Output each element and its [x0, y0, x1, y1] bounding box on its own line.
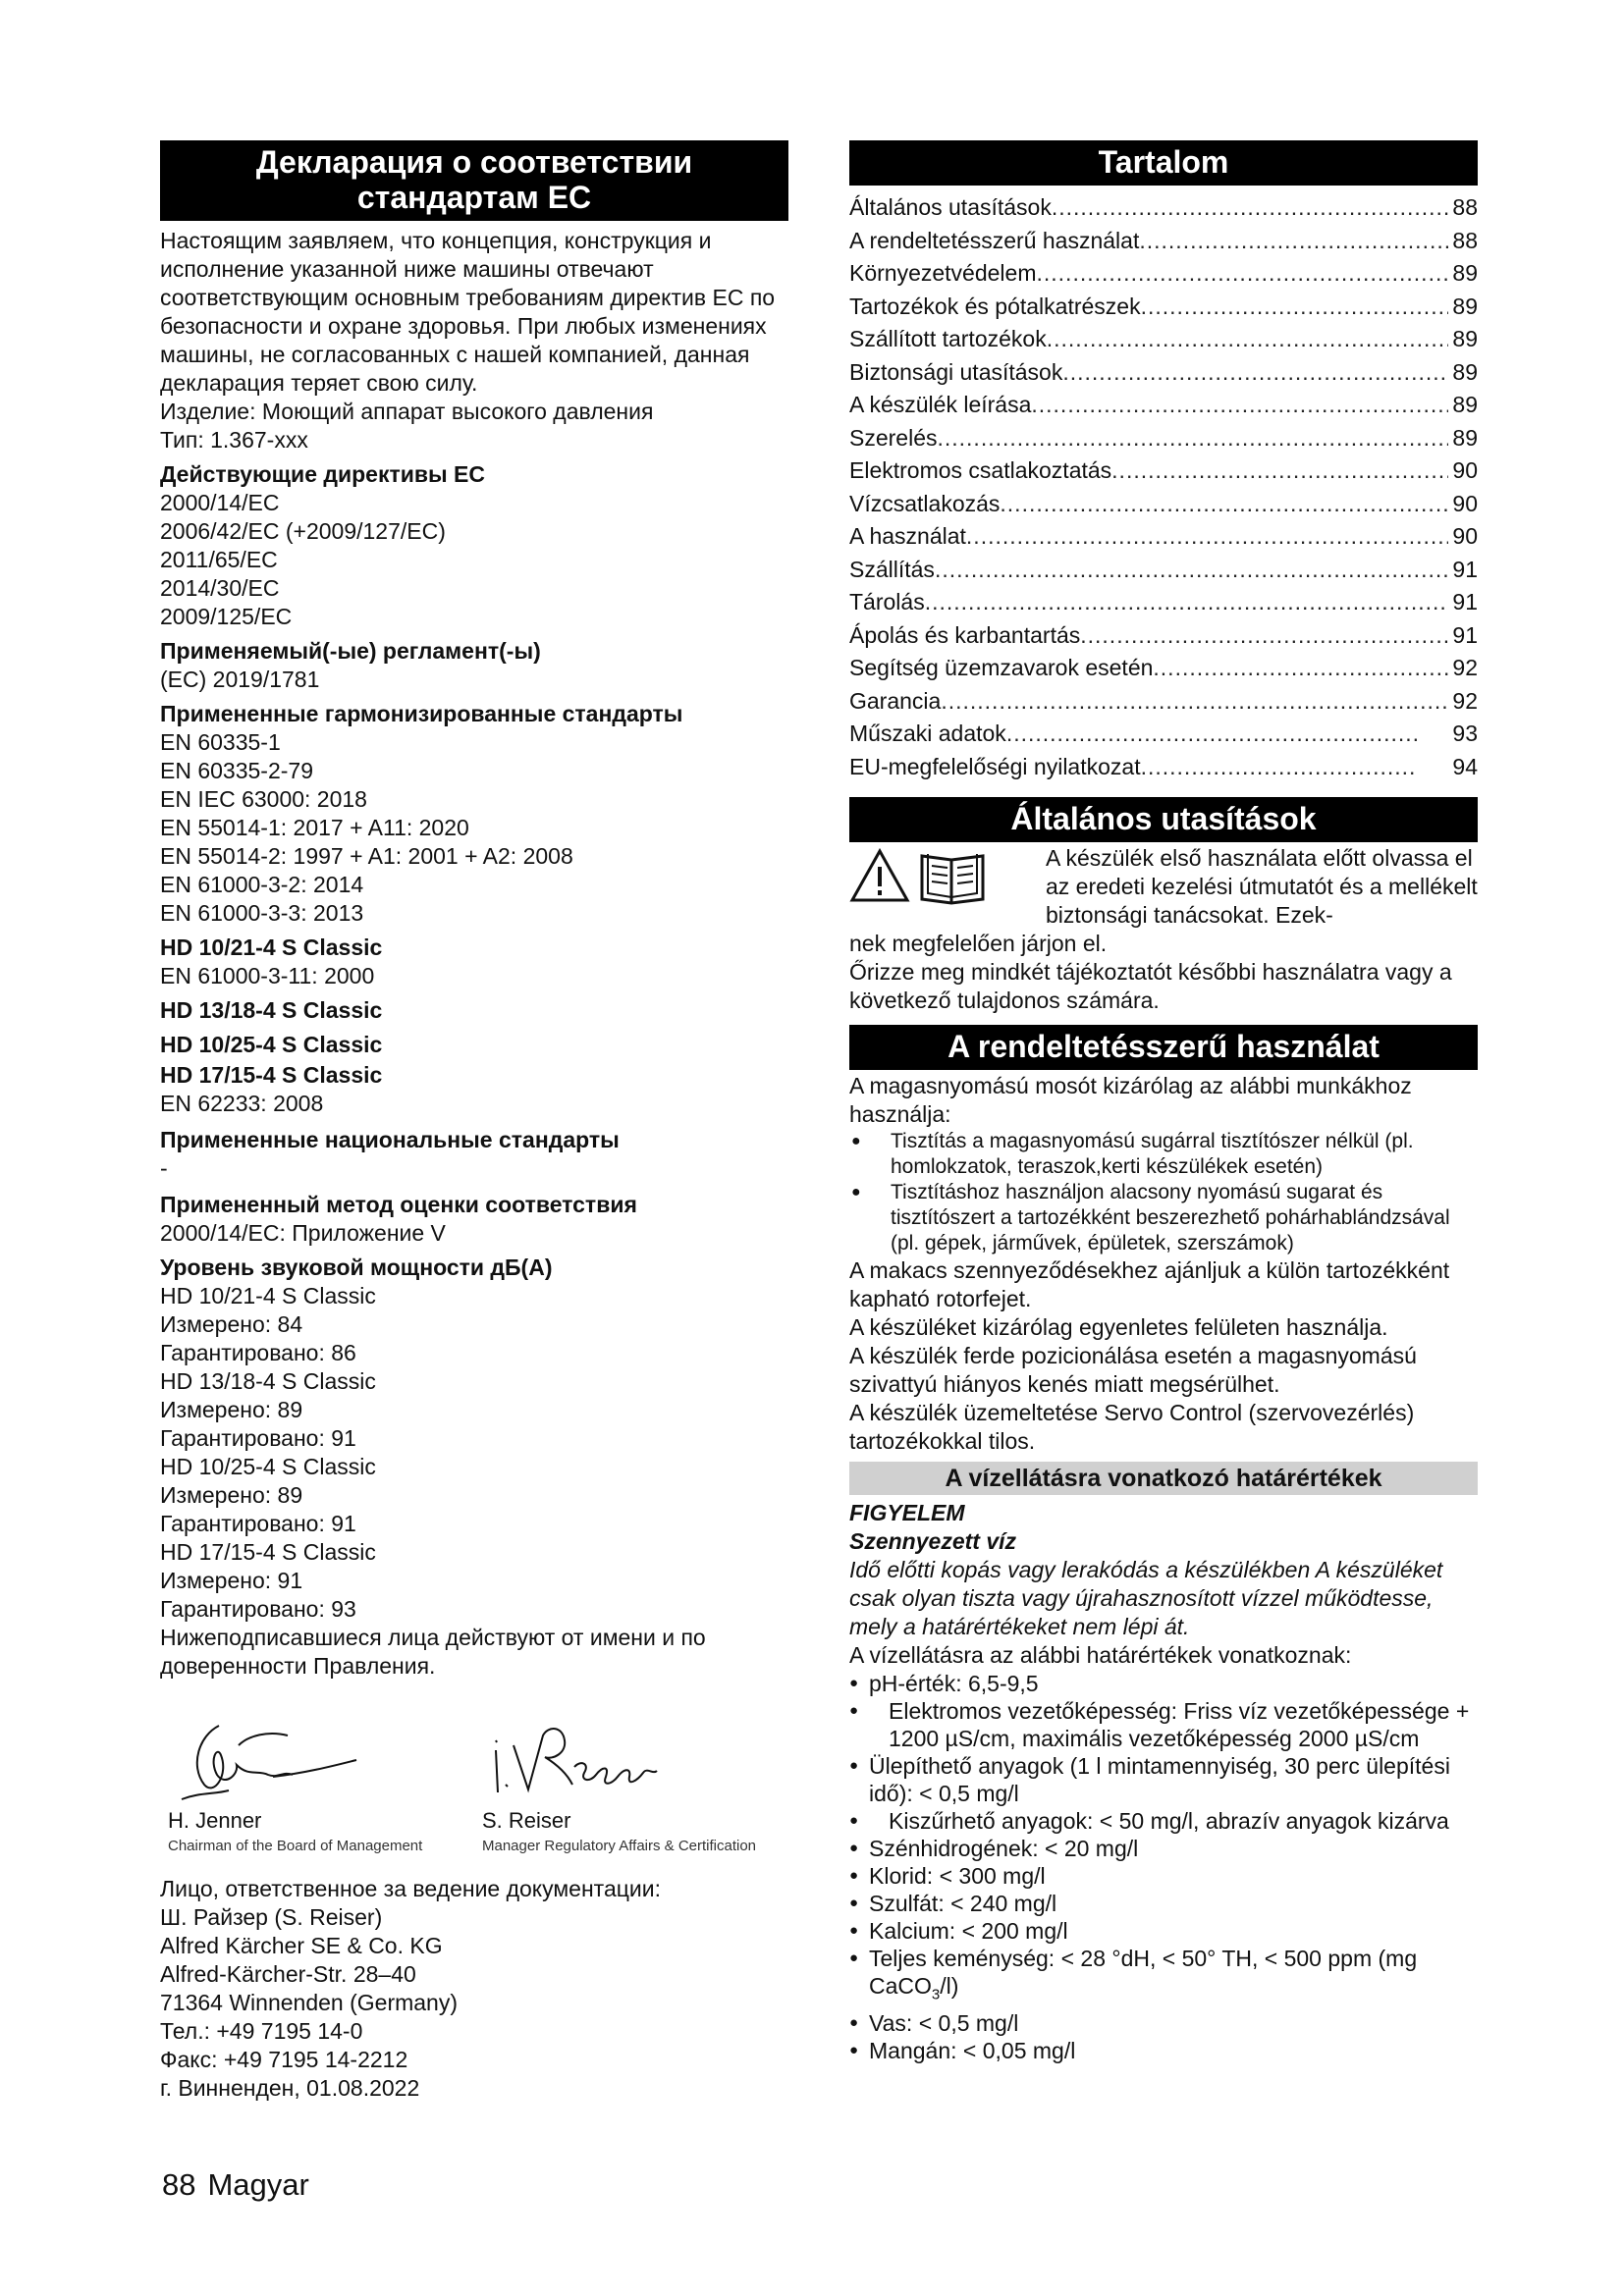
directives-heading: Действующие директивы ЕС	[160, 461, 485, 487]
hardness-end: /l)	[940, 1973, 959, 1999]
signature-jenner-scribble	[160, 1706, 376, 1814]
toc-label: Segítség üzemzavarok esetén	[849, 655, 1154, 680]
standards-heading: Примененные гармонизированные стандарты	[160, 701, 683, 726]
toc-entry[interactable]	[849, 191, 1478, 225]
hardness-text: Teljes keménység: < 28 °dH, < 50° TH, < 500 ppm (mg CaCO	[869, 1946, 1418, 1999]
water-limits-title: A vízellátásra vonatkozó határértékek	[849, 1462, 1478, 1495]
sound-line: Измерено: 91	[160, 1568, 303, 1593]
list-item: ● Mangán: < 0,05 mg/l	[849, 2037, 1478, 2064]
toc-page: 90	[1452, 457, 1478, 483]
sound-line: Измерено: 89	[160, 1482, 303, 1508]
warning-icons	[849, 844, 1046, 930]
standard-item: EN 55014-1: 2017 + A11: 2020	[160, 815, 469, 840]
directive-item: 2006/42/EC (+2009/127/EC)	[160, 518, 446, 544]
toc-label: Vízcsatlakozás	[849, 490, 1001, 516]
standard-item: EN 60335-1	[160, 729, 281, 755]
general-warning	[849, 844, 1478, 930]
general-paragraph: Őrizze meg mindkét tájékoztatót későbbi használatra vagy a következő tulajdonos számára.	[849, 959, 1452, 1013]
notice-subtitle: Szennyezett víz	[849, 1528, 1016, 1554]
standard-item: EN 61000-3-2: 2014	[160, 872, 364, 897]
directive-item: 2011/65/EC	[160, 547, 278, 572]
model-standard: EN 62233: 2008	[160, 1091, 324, 1116]
contact-line: Alfred Kärcher SE & Co. KG	[160, 1933, 443, 1958]
list-item	[849, 1945, 1478, 2009]
toc-label: A rendeltetésszerű használat	[849, 227, 1140, 253]
sound-line: Гарантировано: 91	[160, 1425, 356, 1451]
signatories-note: Нижеподписавшиеся лица действуют от имени и по доверенности Правления.	[160, 1625, 706, 1679]
list-item: ● Kalcium: < 200 mg/l	[849, 1917, 1478, 1945]
toc-label: Szerelés	[849, 424, 938, 451]
signatures	[160, 1706, 788, 1863]
standard-item: EN 55014-2: 1997 + A1: 2001 + A2: 2008	[160, 843, 573, 869]
sound-line: HD 17/15-4 S Classic	[160, 1539, 376, 1565]
toc-page: 88	[1452, 194, 1478, 220]
limits-intro: A vízellátásra az alábbi határértékek vonatkoznak:	[849, 1642, 1352, 1668]
standard-item: EN 60335-2-79	[160, 758, 313, 783]
toc-page: 91	[1452, 556, 1478, 582]
toc-entry[interactable]	[849, 554, 1478, 587]
toc-page: 89	[1452, 358, 1478, 385]
contact-line: Лицо, ответственное за ведение документации:	[160, 1876, 661, 1901]
toc-label: Tartozékok és pótalkatrészek	[849, 293, 1141, 319]
water-limits-list	[849, 1670, 1478, 2064]
toc-label: Szállítás	[849, 556, 935, 582]
right-column	[849, 140, 1478, 2064]
toc-label: A használat	[849, 523, 966, 549]
sound-heading: Уровень звуковой мощности дБ(A)	[160, 1255, 553, 1280]
toc-entry[interactable]	[849, 685, 1478, 719]
list-item: ● Vas: < 0,5 mg/l	[849, 2009, 1478, 2037]
toc-entry[interactable]	[849, 257, 1478, 291]
sound-line: Гарантировано: 93	[160, 1596, 356, 1622]
regulation-item: (EC) 2019/1781	[160, 667, 320, 692]
toc-page: 90	[1452, 523, 1478, 549]
sound-line: Измерено: 84	[160, 1311, 303, 1337]
notice-label: FIGYELEM	[849, 1500, 965, 1525]
model-heading: HD 10/21-4 S Classic	[160, 934, 383, 960]
sound-line: Измерено: 89	[160, 1397, 303, 1422]
toc-entry[interactable]	[849, 225, 1478, 258]
toc-page: 89	[1452, 392, 1478, 417]
toc-entry[interactable]	[849, 652, 1478, 685]
list-item: ● Kiszűrhető anyagok: < 50 mg/l, abrazív anyagok kizárva	[849, 1807, 1478, 1835]
toc-page: 92	[1452, 655, 1478, 680]
model-standard: EN 61000-3-11: 2000	[160, 963, 375, 988]
contact-line: Тел.: +49 7195 14-0	[160, 2018, 363, 2044]
toc-label: Biztonsági utasítások	[849, 358, 1063, 385]
page-footer	[162, 2167, 321, 2203]
sound-line: Гарантировано: 91	[160, 1511, 356, 1536]
toc-label: Elektromos csatlakoztatás	[849, 457, 1112, 483]
contact-line: Alfred-Kärcher-Str. 28–40	[160, 1961, 416, 1987]
toc-page: 93	[1452, 721, 1478, 746]
toc-entry[interactable]	[849, 751, 1478, 784]
notice-text: Idő előtti kopás vagy lerakódás a készülékben A készüléket csak olyan tiszta vagy újrahasznosított vízzel működtesse, mely a határértékeket nem lépi át.	[849, 1557, 1443, 1639]
declaration-title: Декларация о соответствии стандартам ЕС	[160, 140, 788, 221]
toc-entry[interactable]	[849, 291, 1478, 324]
signature-reiser	[474, 1706, 788, 1863]
toc-page: 89	[1452, 326, 1478, 351]
toc-page: 88	[1452, 227, 1478, 253]
contact-line: 71364 Winnenden (Germany)	[160, 1990, 458, 2015]
national-heading: Примененные национальные стандарты	[160, 1127, 620, 1152]
list-item: ● Szulfát: < 240 mg/l	[849, 1890, 1478, 1917]
model-heading: HD 13/18-4 S Classic	[160, 997, 383, 1023]
intended-use-paragraph: A készülék üzemeltetése Servo Control (szervovezérlés) tartozékokkal tilos.	[849, 1400, 1415, 1454]
contact-line: Ш. Райзер (S. Reiser)	[160, 1904, 383, 1930]
national-value: -	[160, 1155, 168, 1181]
general-warning-line: A készülék első használata előtt olvassa el az eredeti kezelési útmutatót és a mellékelt biztonsági tanácsokat. Ezek-	[1046, 845, 1478, 928]
toc-label: Ápolás és karbantartás	[849, 621, 1081, 648]
sound-line: HD 10/25-4 S Classic	[160, 1454, 376, 1479]
toc-title: Tartalom	[849, 140, 1478, 186]
toc-page: 92	[1452, 687, 1478, 714]
directive-item: 2014/30/EC	[160, 575, 280, 601]
toc-entry[interactable]	[849, 356, 1478, 390]
intended-use-paragraph: A készüléket kizárólag egyenletes felületen használja.	[849, 1314, 1388, 1340]
toc-page: 94	[1452, 753, 1478, 779]
toc-label: A készülék leírása	[849, 392, 1032, 417]
toc-entry[interactable]	[849, 323, 1478, 356]
signature-name: S. Reiser	[482, 1808, 571, 1833]
list-item: ● pH-érték: 6,5-9,5	[849, 1670, 1478, 1697]
left-column	[160, 140, 788, 2103]
hardness-subscript: 3	[931, 1986, 941, 2003]
standard-item: EN IEC 63000: 2018	[160, 786, 367, 812]
toc-page: 89	[1452, 260, 1478, 286]
general-warning-continuation: nek megfelelően járjon el.	[849, 931, 1108, 956]
toc-label: Műszaki adatok	[849, 721, 1006, 746]
toc-entry[interactable]	[849, 488, 1478, 521]
intended-use-title: A rendeltetésszerű használat	[849, 1025, 1478, 1070]
table-of-contents	[849, 191, 1478, 783]
toc-label: Tárolás	[849, 589, 925, 614]
intended-use-intro: A magasnyomású mosót kizárólag az alábbi munkákhoz használja:	[849, 1073, 1412, 1127]
list-item: ● Ülepíthető anyagok (1 l mintamennyiség, 30 perc ülepítési idő): < 0,5 mg/l	[849, 1752, 1478, 1807]
general-warning-text	[1046, 844, 1478, 930]
type-line: Тип: 1.367-xxx	[160, 427, 308, 453]
product-line: Изделие: Моющий аппарат высокого давления	[160, 399, 654, 424]
toc-label: Környezetvédelem	[849, 260, 1037, 286]
list-item: ● Klorid: < 300 mg/l	[849, 1862, 1478, 1890]
signature-reiser-scribble	[474, 1706, 690, 1814]
toc-entry[interactable]	[849, 454, 1478, 488]
list-item: ● Tisztítás a magasnyomású sugárral tisztítószer nélkül (pl. homlokzatok, teraszok,kerti készülékek esetén)	[849, 1129, 1478, 1180]
list-item: ● Szénhidrogének: < 20 mg/l	[849, 1835, 1478, 1862]
manual-book-icon	[918, 848, 987, 905]
page-language: Magyar	[207, 2167, 309, 2202]
contact-line: Факс: +49 7195 14-2212	[160, 2047, 408, 2072]
signature-jenner	[160, 1706, 474, 1863]
toc-label: Általános utasítások	[849, 194, 1052, 220]
method-heading: Примененный метод оценки соответствия	[160, 1192, 637, 1217]
method-value: 2000/14/EC: Приложение V	[160, 1220, 446, 1246]
signature-role: Chairman of the Board of Management	[168, 1838, 423, 1854]
model-heading: HD 17/15-4 S Classic	[160, 1062, 383, 1088]
intended-use-paragraph: A készülék ferde pozicionálása esetén a magasnyomású szivattyú hiányos kenés miatt megsérülhet.	[849, 1343, 1417, 1397]
intended-use-paragraph: A makacs szennyeződésekhez ajánljuk a külön tartozékként kapható rotorfejet.	[849, 1257, 1450, 1311]
model-heading: HD 10/25-4 S Classic	[160, 1032, 383, 1057]
toc-page: 89	[1452, 424, 1478, 451]
general-title: Általános utasítások	[849, 797, 1478, 842]
toc-page: 89	[1452, 293, 1478, 319]
signature-role: Manager Regulatory Affairs & Certification	[482, 1838, 757, 1854]
toc-page: 91	[1452, 589, 1478, 614]
toc-entry[interactable]	[849, 520, 1478, 554]
sound-line: HD 13/18-4 S Classic	[160, 1368, 376, 1394]
page-number: 88	[162, 2167, 196, 2202]
toc-label: Szállított tartozékok	[849, 326, 1047, 351]
intended-use-list	[849, 1129, 1478, 1256]
toc-entry[interactable]	[849, 586, 1478, 619]
toc-entry[interactable]	[849, 718, 1478, 751]
sound-line: HD 10/21-4 S Classic	[160, 1283, 376, 1308]
toc-label: EU-megfelelőségi nyilatkozat	[849, 753, 1141, 779]
declaration-intro: Настоящим заявляем, что концепция, конструкция и исполнение указанной ниже машины отвечают соответствующим основным требованиям директив ЕС по безопасности и охране здоровья. При любых изменениях машины, не согласованных с нашей компанией, данная декларация теряет свою силу.	[160, 228, 776, 396]
contact-block	[160, 1875, 788, 2103]
toc-entry[interactable]	[849, 619, 1478, 653]
toc-page: 91	[1452, 621, 1478, 648]
warning-triangle-icon	[849, 848, 910, 903]
standard-item: EN 61000-3-3: 2013	[160, 900, 364, 926]
sound-line: Гарантировано: 86	[160, 1340, 356, 1365]
toc-label: Garancia	[849, 687, 942, 714]
toc-page: 90	[1452, 490, 1478, 516]
signature-name: H. Jenner	[168, 1808, 262, 1833]
list-item: ● Tisztításhoz használjon alacsony nyomású sugarat és tisztítószert a tartozékként beszerezhető pohárhablándzsával (pl. gépek, járművek, épületek, szerszámok)	[849, 1180, 1478, 1256]
regulation-heading: Применяемый(-ые) регламент(-ы)	[160, 638, 541, 664]
list-item: ● Elektromos vezetőképesség: Friss víz vezetőképessége + 1200 µS/cm, maximális vezetőképesség 2000 µS/cm	[849, 1697, 1478, 1752]
toc-entry[interactable]	[849, 422, 1478, 455]
directive-item: 2009/125/EC	[160, 604, 293, 629]
toc-entry[interactable]	[849, 389, 1478, 422]
contact-line: г. Винненден, 01.08.2022	[160, 2075, 420, 2101]
directive-item: 2000/14/EC	[160, 490, 280, 515]
